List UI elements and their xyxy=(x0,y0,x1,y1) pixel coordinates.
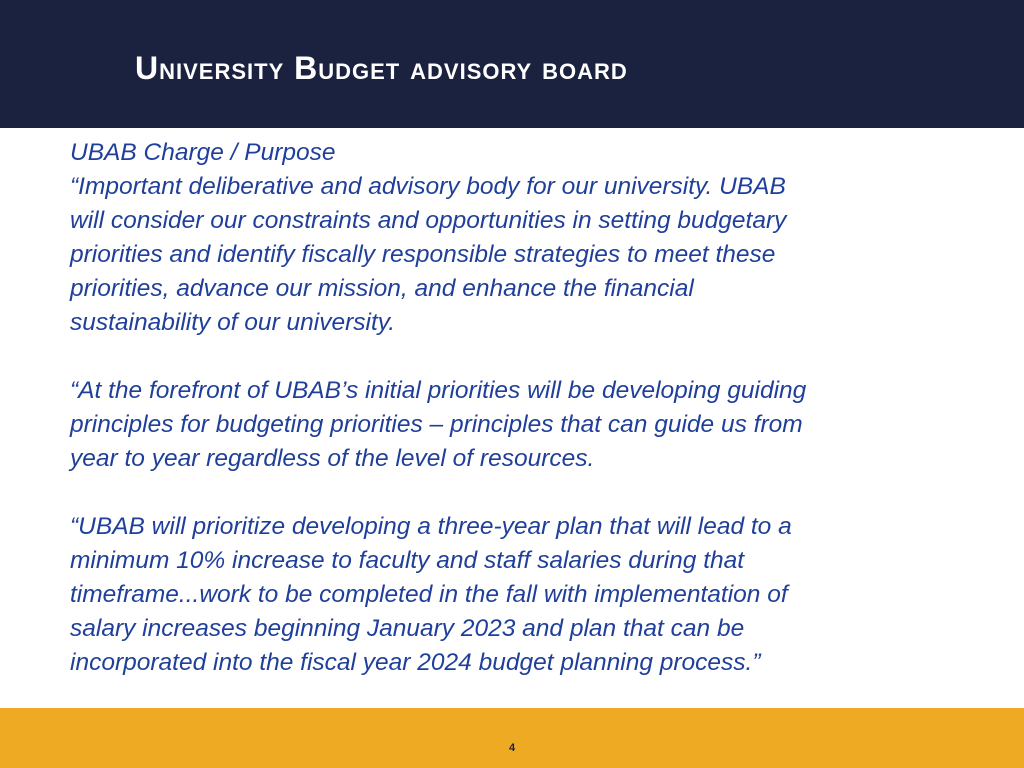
paragraph-purpose: “Important deliberative and advisory body for our university. UBAB will consider our constraints and opportunities in setting budgetary priorities and identify fiscally responsible strategies to meet these priorities, advance our mission, and enhance the financial sustainability of our university. xyxy=(70,173,787,336)
slide-title: University Budget advisory board xyxy=(135,50,628,86)
page-number: 4 xyxy=(508,742,516,754)
paragraph-spacer xyxy=(70,340,950,374)
paragraph-salary-plan: “UBAB will prioritize developing a three-year plan that will lead to a minimum 10% increase to faculty and staff salaries during that timeframe...work to be completed in the fall with implementation of salary increases beginning January 2023 and plan that can be incorporated into the fiscal year 2024 budget planning process.” xyxy=(70,513,792,676)
paragraph-spacer xyxy=(70,476,950,510)
title-bar xyxy=(0,0,1024,128)
paragraph-priorities: “At the forefront of UBAB’s initial priorities will be developing guiding principles for budgeting priorities – principles that can guide us from year to year regardless of the level of resources. xyxy=(70,377,807,472)
section-heading: UBAB Charge / Purpose xyxy=(70,139,336,166)
footer-bar xyxy=(0,708,1024,768)
slide-body xyxy=(70,136,950,680)
